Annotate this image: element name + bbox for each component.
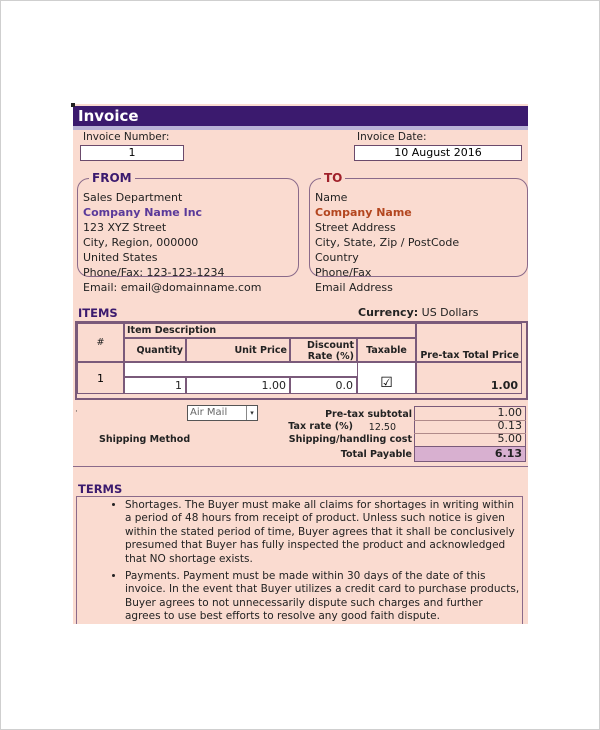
header-quantity: Quantity [136,345,183,356]
shipping-cost-label: Shipping/handling cost [288,434,412,445]
header-unit-price-cell [186,338,290,362]
invoice-sheet [73,104,528,624]
invoice-date-field[interactable]: 10 August 2016 [354,145,522,161]
terms-text [80,499,520,624]
from-legend: FROM [89,172,135,184]
invoice-title: Invoice [73,106,528,126]
to-address [315,190,459,295]
row-pretax-total: 1.00 [490,379,518,392]
row-quantity-cell[interactable] [124,377,186,394]
row-unit-price: 1.00 [261,379,286,392]
row-index-cell [77,362,124,394]
row-quantity: 1 [175,379,182,392]
subtotal-value: 1.00 [497,406,522,419]
to-line: Email Address [315,281,393,294]
header-index-cell [77,323,124,362]
invoice-date-label: Invoice Date: [357,131,427,143]
subtotal-label: Pre-tax subtotal [325,409,412,420]
header-pretax-total: Pre-tax Total Price [420,350,519,361]
tax-rate-label: Tax rate (%) [288,421,353,432]
to-company: Company Name [315,206,412,219]
shipping-cost-value: 5.00 [497,432,522,445]
row-taxable-checkbox[interactable]: ☑ [380,375,393,391]
header-index: # [96,337,105,348]
shipping-method-value: Air Mail [190,407,228,418]
items-table [75,321,528,400]
row-discount-cell[interactable] [290,377,357,394]
header-taxable: Taxable [366,345,407,356]
from-line: 123 XYZ Street [83,221,167,234]
from-company: Company Name Inc [83,206,203,219]
currency-value: US Dollars [421,306,479,319]
header-description-cell [124,323,416,338]
to-line: Street Address [315,221,396,234]
to-line: City, State, Zip / PostCode [315,236,460,249]
section-divider [73,466,528,467]
header-quantity-cell [124,338,186,362]
to-line: Name [315,191,348,204]
marker-dot: · [75,407,78,417]
invoice-number-label: Invoice Number: [83,131,170,143]
terms-item: • Shortages. The Buyer must make all claims for shortages in writing within a period of 48 hours from receipt of product. Unless such notice is given within the stated period of time, Buyer agrees that it shall be conclusively presumed that Buyer has fully inspected the product and acknowledged that NO shortage exists. [125,499,520,566]
to-line: Country [315,251,359,264]
header-discount: Discount Rate (%) [306,340,354,362]
shipping-method-label: Shipping Method [99,434,191,445]
invoice-number-field[interactable]: 1 [80,145,184,161]
header-pretax-cell [416,323,522,362]
chevron-down-icon[interactable]: ▾ [246,406,257,420]
header-taxable-cell [357,338,416,362]
from-address [83,190,261,295]
from-line: Phone/Fax: 123-123-1234 [83,266,225,279]
currency [358,306,478,319]
header-discount-cell [290,338,357,362]
terms-item: • Payments. Payment must be made within 30 days of the date of this invoice. In the event that Buyer utilizes a credit card to purchase products, Buyer agrees to not unnecessarily dispute such charges and further agrees to use best efforts to resolve any good faith dispute. [125,570,520,624]
total-payable-label: Total Payable [340,449,412,460]
to-line: Phone/Fax [315,266,372,279]
total-payable-value: 6.13 [494,447,522,460]
tax-rate-value: 12.50 [368,422,396,433]
currency-label: Currency: [358,306,419,319]
shipping-method-select[interactable] [187,405,258,421]
from-line: Email: email@domainname.com [83,281,262,294]
row-unit-price-cell[interactable] [186,377,290,394]
from-line: Sales Department [83,191,183,204]
to-legend: TO [321,172,345,184]
row-pretax-cell [416,362,522,394]
row-taxable-cell[interactable] [357,362,416,394]
header-description: Item Description [127,325,217,336]
from-line: United States [83,251,158,264]
terms-label: TERMS [78,482,123,496]
tax-value: 0.13 [497,419,522,432]
row-index: 1 [97,372,104,385]
header-unit-price: Unit Price [234,345,287,356]
corner-marker [71,103,75,107]
from-line: City, Region, 000000 [83,236,199,249]
row-discount: 0.0 [335,379,353,392]
title-underline [73,126,528,130]
items-label: ITEMS [78,306,118,320]
